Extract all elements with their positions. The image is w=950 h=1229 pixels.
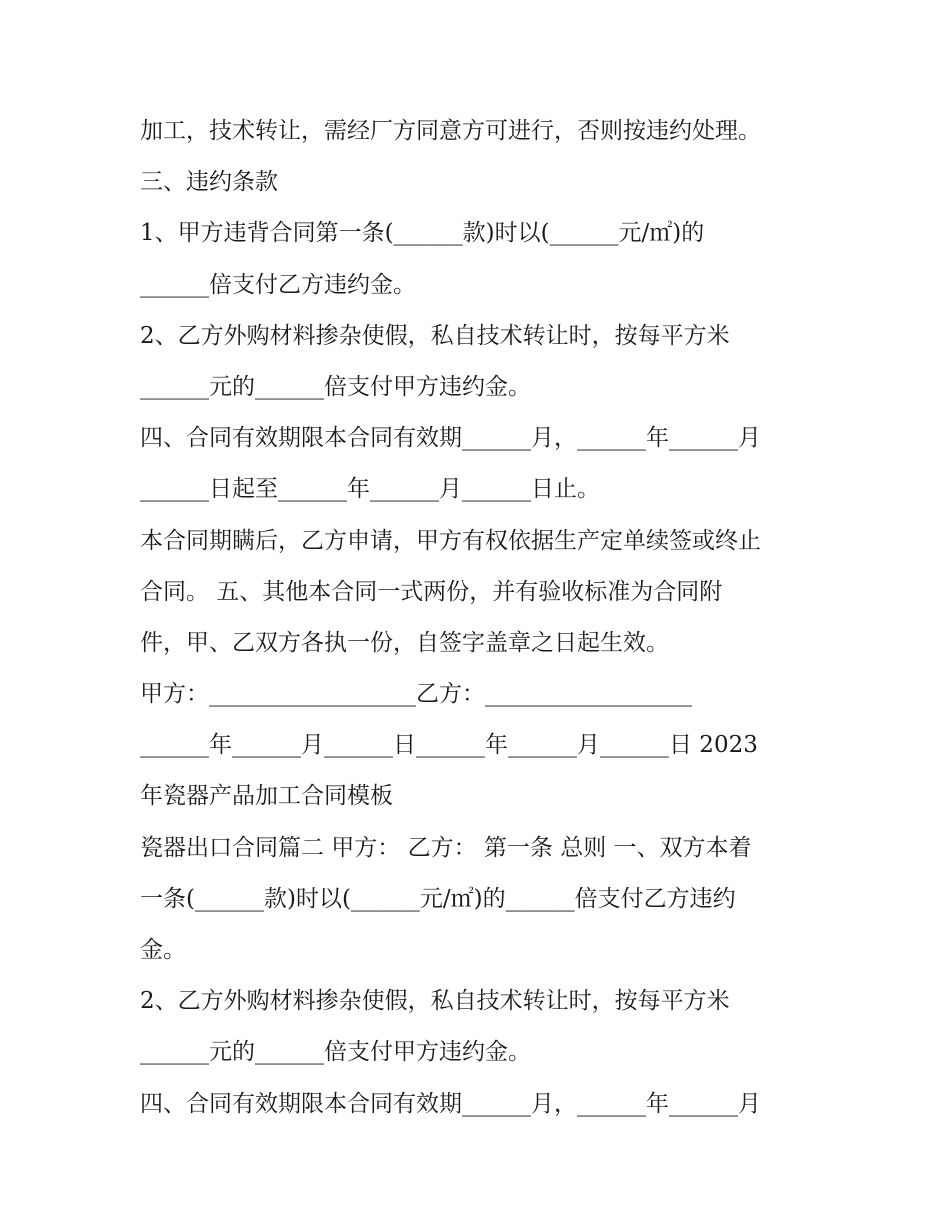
text-line: ______元的______倍支付甲方违约金。 [140, 373, 531, 400]
date-line: ______年______月______日______年______月______日 2023 [140, 732, 758, 759]
text-line: 1、甲方违背合同第一条(______款)时以(______元/㎡)的 [140, 220, 705, 247]
section-heading-breach: 三、违约条款 [140, 169, 278, 196]
text-line: 本合同期瞒后，乙方申请，甲方有权依据生产定单续签或终止 [140, 527, 761, 554]
text-line: 四、合同有效期限本合同有效期______月，______年______月 [140, 1090, 761, 1117]
contract-text [140, 106, 830, 1130]
text-line: 2、乙方外购材料掺杂使假，私自技术转让时，按每平方米 [140, 322, 730, 349]
document-title: 年瓷器产品加工合同模板 [140, 783, 393, 810]
text-line: 件，甲、乙双方各执一份，自签字盖章之日起生效。 [140, 629, 669, 656]
text-line: 四、合同有效期限本合同有效期______月，______年______月 [140, 425, 761, 452]
text-line: ______日起至______年______月______日止。 [140, 476, 600, 503]
text-line: 加工，技术转让，需经厂方同意方可进行，否则按违约处理。 [140, 118, 761, 144]
text-line: ______元的______倍支付甲方违约金。 [140, 1039, 531, 1066]
text-line: 合同。 五、其他本合同一式两份，并有验收标准为合同附 [140, 578, 723, 605]
text-line: ______倍支付乙方违约金。 [140, 271, 416, 298]
text-line: 2、乙方外购材料掺杂使假，私自技术转让时，按每平方米 [140, 988, 730, 1015]
signature-line: 甲方：__________________乙方：__________________ [140, 681, 692, 708]
text-line: 金。 [140, 937, 186, 963]
text-line: 瓷器出口合同篇二 甲方： 乙方： 第一条 总则 一、双方本着 [140, 834, 752, 861]
text-line: 一条(______款)时以(______元/㎡)的______倍支付乙方违约 [140, 885, 736, 912]
